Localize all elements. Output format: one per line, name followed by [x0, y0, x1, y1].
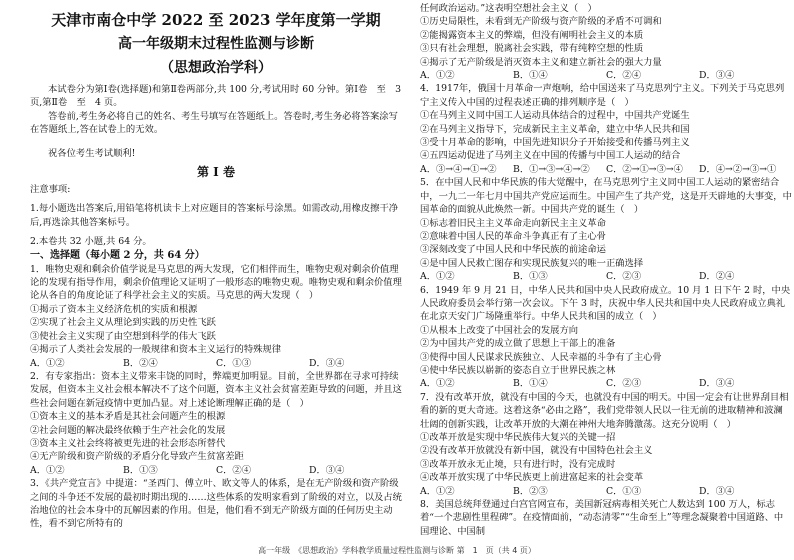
- q7-choice-a: A．①②: [420, 485, 455, 497]
- question-2-stem: 2．有专家指出：资本主义带来丰饶的同时，弊端更加明显。目前，全世界都在寻求可持续发展，但资本主义社会根本解决不了这个问题，资本主义社会贫富差距导致的问题，并且这些社会问题在新冠疫情中更加凸显。对上述论断理解正确的是（ ）: [30, 370, 402, 409]
- q5-statement-4: ④是中国人民救亡图存和实现民族复兴的唯一正确选择: [420, 257, 644, 269]
- q6-statement-3: ③使得中国人民谋求民族独立、人民幸福的斗争有了主心骨: [420, 351, 662, 363]
- section-heading: 一、选择题（每小题 2 分，共 64 分）: [30, 249, 205, 261]
- q5-statement-3: ③深刻改变了中国人民和中华民族的前途命运: [420, 244, 606, 256]
- question-8-stem: 8．美国总统拜登通过白宫官网宣布，美国新冠病毒相关死亡人数达到 100 万人，标志着“一个悲剧性里程碑”。在疫情面前，“动态清零”“生命至上”等理念凝聚着中国道路、中国理论、中国制: [420, 499, 784, 537]
- q7-choice-c: C．①③: [606, 485, 642, 497]
- q1-statement-4: ④揭示了人类社会发展的一般规律和资本主义运行的特殊规律: [30, 344, 282, 356]
- q4-statement-4: ④五四运动促进了马列主义在中国的传播与中国工人运动的结合: [420, 150, 681, 162]
- question-5-stem: 5．在中国人民和中华民族的伟大觉醒中，在马克思列宁主义同中国工人运动的紧密结合中，一九二一年七月中国共产党应运而生。中国产生了共产党，这是开天辟地的大事变，中国革命的面貌从此焕然一新。中国共产党的诞生（ ）: [420, 177, 792, 216]
- intro-paragraph-2: 答卷前,考生务必将自己的姓名、考生号填写在答题纸上。答卷时,考生务必将答案涂写在答题纸上,答在试卷上的无效。: [30, 110, 398, 136]
- good-luck-text: 祝各位考生考试顺利!: [48, 147, 136, 159]
- q3-choice-a: A．①②: [420, 70, 455, 82]
- q1-statement-2: ②实现了社会主义从理论到实践的历史性飞跃: [30, 317, 216, 329]
- question-3-stem-continued: 任何政治运动。”这表明空想社会主义（ ）: [420, 3, 597, 14]
- right-column: [420, 0, 792, 538]
- q1-choices: [30, 357, 402, 370]
- question-1-stem: 1．唯物史观和剩余价值学说是马克思的两大发现，它们相伴而生，唯物史观对剩余价值理论的发现有指导作用，剩余价值理论又证明了一般形态的唯物史观。唯物史观和剩余价值理论从各自的角度论证了科学社会主义的实质。马克思的两大发现（ ）: [30, 263, 402, 302]
- q2-choices: [30, 464, 402, 477]
- intro-paragraph-1: 本试卷分为第Ⅰ卷(选择题)和第Ⅱ卷两部分,共 100 分,考试用时 60 分钟。第Ⅰ卷 至 3 页,第Ⅱ卷 至 4 页。: [30, 84, 411, 109]
- q5-choice-c: C．②③: [606, 271, 642, 283]
- left-column: [30, 0, 411, 531]
- q3-choice-b: B．①④: [513, 70, 548, 82]
- q7-choices: [420, 485, 792, 498]
- note-1: 1.每小题选出答案后,用铅笔将机读卡上对应题目的答案标号涂黑。如需改动,用橡皮擦干净后,再选涂其他答案标号。: [30, 203, 399, 228]
- question-6-stem: 6．1949 年 9 月 21 日，中华人民共和国中央人民政府成立。10 月 1 日下午 2 时，中央人民政府委员会举行第一次会议。下午 3 时，庆祝中华人民共和国中央人民政府成立典礼在北京天安门广场隆重举行。中华人民共和国的成立（ ）: [420, 284, 791, 323]
- q5-choice-d: D．②④: [699, 271, 735, 283]
- question-3-stem: 3．《共产党宣言》中提道：“圣西门、傅立叶、欧文等人的体系，是在无产阶级和资产阶级之间的斗争还不发展的最初时期出现的……这些体系的发明家看到了阶级的对立，以及占统治地位的社会本身中的瓦解因素的作用。但是，他们看不到无产阶级方面的任何历史主动性，看不到它所特有的: [30, 478, 402, 530]
- q3-statement-3: ③只有社会理想，脱离社会实践，带有纯粹空想的性质: [420, 43, 644, 55]
- q7-statement-4: ④改革开放实现了中华民族更上前进富起来的社会变革: [420, 472, 644, 484]
- q4-choice-d: D．④→②→③→①: [699, 163, 777, 175]
- q6-choice-c: C．②③: [606, 378, 642, 390]
- q7-choice-b: B．②③: [513, 485, 548, 497]
- q3-choices: [420, 69, 792, 82]
- q1-statement-3: ③使社会主义实现了由空想到科学的伟大飞跃: [30, 330, 216, 342]
- q6-choices: [420, 377, 792, 390]
- q3-choice-c: C．②④: [606, 70, 642, 82]
- q6-choice-a: A．①②: [420, 378, 455, 390]
- q2-choice-a: A．①②: [30, 464, 65, 476]
- page-footer: 高一年级 《思想政治》学科教学质量过程性监测与诊断 第 1 页（共 4 页）: [258, 546, 536, 555]
- q3-choice-d: D．③④: [699, 70, 735, 82]
- q5-statement-2: ②意味着中国人民的革命斗争真正有了主心骨: [420, 230, 606, 242]
- q1-choice-a: A．①②: [30, 357, 65, 369]
- question-4-stem: 4．1917年，俄国十月革命一声炮响，给中国送来了马克思列宁主义。下列关于马克思列宁主义传入中国的过程表述正确的排列顺序是（ ）: [420, 83, 785, 108]
- q4-choices: [420, 163, 792, 176]
- q1-statement-1: ①揭示了资本主义经济危机的实质和根源: [30, 303, 198, 315]
- q1-choice-c: C．①③: [216, 357, 252, 369]
- q7-statement-3: ③改革开放永无止境，只有进行时，没有完成时: [420, 458, 616, 470]
- exam-subject: （思想政治学科）: [160, 60, 272, 76]
- q7-statement-1: ①改革开放是实现中华民族伟大复兴的关键一招: [420, 432, 616, 443]
- q4-choice-c: C．②→①→③→④: [606, 163, 683, 175]
- q1-choice-b: B．②④: [123, 357, 158, 369]
- exam-subtitle: 高一年级期末过程性监测与诊断: [118, 36, 314, 52]
- q2-statement-2: ②社会问题的解决最终依赖于生产社会化的发展: [30, 424, 226, 436]
- q2-statement-3: ③资本主义社会终将被更先进的社会形态所替代: [30, 437, 226, 449]
- q7-statement-2: ②没有改革开放就没有新中国，就没有中国特色社会主义: [420, 445, 653, 457]
- part-heading: 第 Ⅰ 卷: [197, 165, 235, 180]
- q5-statement-1: ①标志着旧民主主义革命走向新民主主义革命: [420, 217, 606, 229]
- q1-choice-d: D．③④: [309, 357, 345, 369]
- q2-statement-4: ④无产阶级和资产阶级的矛盾分化导致产生贫富差距: [30, 451, 244, 463]
- q3-statement-2: ②能揭露资本主义的弊端，但没有阐明社会主义的本质: [420, 29, 644, 41]
- q6-statement-4: ④使中华民族以崭新的姿态自立于世界民族之林: [420, 364, 616, 376]
- q5-choice-a: A．①②: [420, 271, 455, 283]
- question-7-stem: 7．没有改革开放，就没有中国的今天，也就没有中国的明天。中国一定会有让世界刮目相看的新的更大奇迹。这着这条“必由之路”，我们党带领人民以一往无前的进取精神和波澜壮阔的创新实践，让改革开放的大潮在神州大地奔腾激荡。这充分说明（ ）: [420, 391, 789, 430]
- q5-choice-b: B．①③: [513, 271, 548, 283]
- q2-choice-d: D．③④: [309, 464, 345, 476]
- q7-choice-d: D．③④: [699, 485, 735, 497]
- q3-statement-1: ①历史局限性，未看到无产阶级与资产阶级的矛盾不可调和: [420, 16, 662, 28]
- q5-choices: [420, 270, 792, 283]
- note-2: 2.本卷共 32 小题,共 64 分。: [30, 236, 152, 248]
- q6-statement-1: ①从根本上改变了中国社会的发展方向: [420, 324, 579, 336]
- q4-statement-1: ①在马列主义同中国工人运动具体结合的过程中，中国共产党诞生: [420, 110, 690, 122]
- q4-statement-2: ②在马列主义指导下，完成新民主主义革命，建立中华人民共和国: [420, 123, 690, 135]
- q6-choice-b: B．①④: [513, 378, 548, 390]
- q6-choice-d: D．③④: [699, 378, 735, 390]
- q3-statement-4: ④揭示了无产阶级是消灭资本主义和建立新社会的强大力量: [420, 56, 662, 68]
- exam-title: 天津市南仓中学 2022 至 2023 学年度第一学期: [51, 11, 381, 29]
- q6-statement-2: ②为中国共产党的成立做了思想上干部上的准备: [420, 338, 616, 350]
- q4-statement-3: ③受十月革命的影响，中国先进知识分子开始接受和传播马列主义: [420, 137, 690, 149]
- q4-choice-b: B．①→③→④→②: [513, 163, 590, 175]
- q4-choice-a: A．③→④→①→②: [420, 163, 497, 175]
- notes-label: 注意事项:: [30, 184, 71, 196]
- q2-statement-1: ①资本主义的基本矛盾是其社会问题产生的根源: [30, 411, 226, 423]
- q2-choice-b: B．①③: [123, 464, 158, 476]
- q2-choice-c: C．②④: [216, 464, 252, 476]
